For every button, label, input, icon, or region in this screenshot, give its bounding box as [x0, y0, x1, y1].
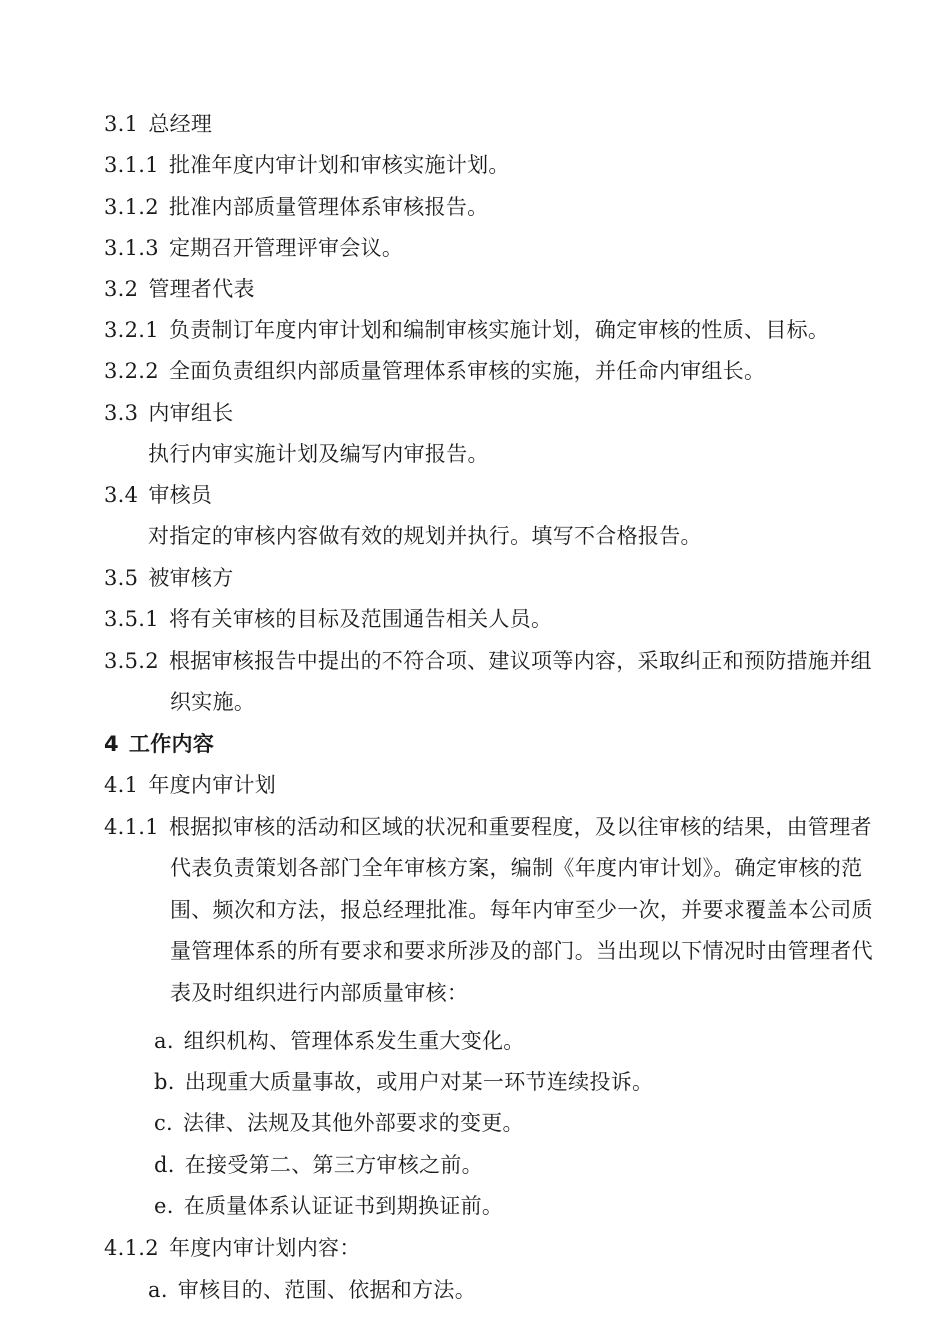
list-item-c	[154, 1109, 524, 1137]
list-text: 在质量体系认证证书到期换证前。	[183, 1194, 504, 1218]
clause-number: 3.5.2	[104, 649, 159, 673]
clause-number: 4.1	[104, 773, 139, 797]
clause-text: 定期召开管理评审会议。	[168, 236, 404, 260]
clause-text: 织实施。	[170, 690, 256, 714]
list-item-b	[154, 1068, 653, 1096]
heading-4-1	[104, 771, 276, 799]
clause-number: 3.2	[104, 277, 139, 301]
clause-3-2-2	[104, 357, 765, 385]
clause-3-1-3	[104, 234, 403, 262]
clause-number: 3.1.1	[104, 153, 159, 177]
heading-3-5	[104, 564, 234, 592]
clause-text: 被审核方	[148, 566, 234, 590]
section-number: 4	[104, 732, 119, 756]
clause-text: 围、频次和方法，报总经理批准。每年内审至少一次，并要求覆盖本公司质	[170, 898, 873, 922]
list-text: 出现重大质量事故，或用户对某一环节连续投诉。	[184, 1070, 654, 1094]
clause-3-1-2	[104, 193, 488, 221]
clause-text: 量管理体系的所有要求和要求所涉及的部门。当出现以下情况时由管理者代	[170, 939, 873, 963]
clause-text: 管理者代表	[148, 277, 255, 301]
clause-number: 3.1	[104, 112, 139, 136]
clause-4-1-2	[104, 1234, 361, 1262]
clause-number: 3.2.2	[104, 359, 159, 383]
clause-number: 3.5.1	[104, 607, 159, 631]
clause-text: 审核员	[148, 483, 213, 507]
list-marker: a.	[154, 1029, 174, 1053]
clause-text: 年度内审计划	[148, 773, 277, 797]
section-title: 工作内容	[128, 732, 215, 756]
list-marker: c.	[154, 1111, 174, 1135]
clause-text: 根据拟审核的活动和区域的状况和重要程度，及以往审核的结果，由管理者	[168, 815, 872, 839]
clause-text: 代表负责策划各部门全年审核方案，编制《年度内审计划》。确定审核的范	[170, 856, 863, 880]
clause-number: 4.1.2	[104, 1236, 159, 1260]
clause-number: 3.1.2	[104, 195, 159, 219]
clause-3-2-1	[104, 316, 829, 344]
clause-text: 内审组长	[148, 401, 234, 425]
clause-3-1-1	[104, 151, 510, 179]
clause-4-1-1	[104, 813, 872, 841]
clause-3-5-1	[104, 605, 552, 633]
list-marker: e.	[154, 1194, 174, 1218]
heading-3-1	[104, 110, 212, 138]
list-item-a-2	[148, 1276, 476, 1304]
list-marker: a.	[148, 1278, 168, 1302]
list-text: 审核目的、范围、依据和方法。	[177, 1278, 476, 1302]
clause-number: 3.4	[104, 483, 139, 507]
paragraph-3-4	[148, 522, 702, 550]
clause-3-5-2-continued	[170, 688, 255, 716]
clause-4-1-1-line-2	[170, 854, 862, 882]
clause-number: 3.3	[104, 401, 139, 425]
clause-text: 全面负责组织内部质量管理体系审核的实施，并任命内审组长。	[168, 359, 766, 383]
clause-number: 3.5	[104, 566, 139, 590]
paragraph-text: 执行内审实施计划及编写内审报告。	[148, 442, 489, 466]
list-text: 在接受第二、第三方审核之前。	[184, 1153, 483, 1177]
clause-4-1-1-line-3	[170, 896, 873, 924]
heading-3-4	[104, 481, 212, 509]
clause-number: 3.1.3	[104, 236, 159, 260]
clause-text: 批准内部质量管理体系审核报告。	[168, 195, 489, 219]
list-item-d	[154, 1151, 483, 1179]
paragraph-3-3	[148, 440, 489, 468]
paragraph-text: 对指定的审核内容做有效的规划并执行。填写不合格报告。	[148, 524, 702, 548]
clause-number: 3.2.1	[104, 318, 159, 342]
clause-text: 总经理	[148, 112, 213, 136]
clause-3-5-2	[104, 647, 872, 675]
clause-text: 批准年度内审计划和审核实施计划。	[168, 153, 510, 177]
list-text: 法律、法规及其他外部要求的变更。	[183, 1111, 524, 1135]
clause-text: 表及时组织进行内部质量审核：	[170, 981, 469, 1005]
clause-text: 将有关审核的目标及范围通告相关人员。	[168, 607, 553, 631]
heading-3-3	[104, 399, 234, 427]
list-item-e	[154, 1192, 503, 1220]
clause-number: 4.1.1	[104, 815, 159, 839]
clause-4-1-1-line-4	[170, 937, 873, 965]
list-text: 组织机构、管理体系发生重大变化。	[183, 1029, 525, 1053]
heading-3-2	[104, 275, 255, 303]
list-marker: d.	[154, 1153, 175, 1177]
list-item-a	[154, 1027, 525, 1055]
clause-text: 年度内审计划内容：	[168, 1236, 361, 1260]
list-marker: b.	[154, 1070, 175, 1094]
section-heading-4	[104, 730, 214, 758]
clause-4-1-1-line-5	[170, 979, 468, 1007]
clause-text: 根据审核报告中提出的不符合项、建议项等内容，采取纠正和预防措施并组	[168, 649, 872, 673]
clause-text: 负责制订年度内审计划和编制审核实施计划，确定审核的性质、目标。	[168, 318, 830, 342]
